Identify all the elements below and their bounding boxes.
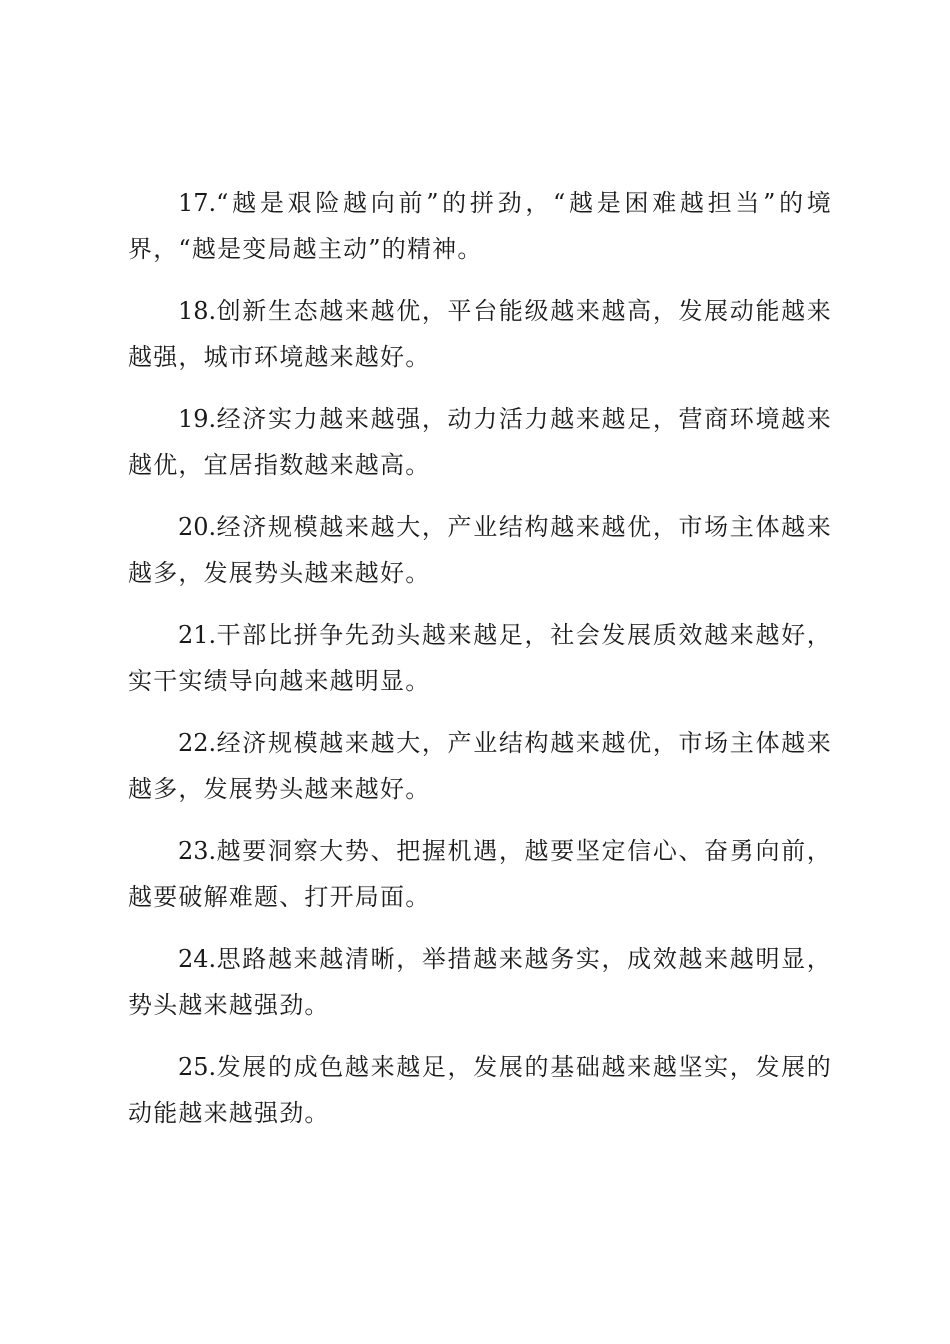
paragraph-number: 20. [178,513,217,541]
paragraph-19 [128,396,832,488]
paragraph-text: 思路越来越清晰，举措越来越务实，成效越来越明显，势头越来越强劲。 [128,945,832,1019]
paragraph-number: 21. [178,621,217,649]
paragraph-text: 发展的成色越来越足，发展的基础越来越坚实，发展的动能越来越强劲。 [128,1053,832,1127]
paragraph-number: 22. [178,729,217,757]
paragraph-number: 18. [178,297,217,325]
paragraph-text: 创新生态越来越优，平台能级越来越高，发展动能越来越强，城市环境越来越好。 [128,297,832,371]
paragraph-text: 越要洞察大势、把握机遇，越要坚定信心、奋勇向前，越要破解难题、打开局面。 [128,837,832,911]
paragraph-text: “越是艰险越向前”的拼劲，“越是困难越担当”的境界，“越是变局越主动”的精神。 [128,189,832,263]
paragraph-text: 经济实力越来越强，动力活力越来越足，营商环境越来越优，宜居指数越来越高。 [128,405,832,479]
paragraph-17 [128,180,832,272]
paragraph-number: 25. [178,1053,217,1081]
paragraph-number: 17. [178,189,217,217]
paragraph-25 [128,1044,832,1136]
paragraph-number: 24. [178,945,217,973]
paragraph-text: 干部比拼争先劲头越来越足，社会发展质效越来越好，实干实绩导向越来越明显。 [128,621,832,695]
document-body [128,180,832,1152]
paragraph-text: 经济规模越来越大，产业结构越来越优，市场主体越来越多，发展势头越来越好。 [128,729,832,803]
paragraph-21 [128,612,832,704]
paragraph-24 [128,936,832,1028]
paragraph-text: 经济规模越来越大，产业结构越来越优，市场主体越来越多，发展势头越来越好。 [128,513,832,587]
paragraph-number: 23. [178,837,217,865]
paragraph-20 [128,504,832,596]
paragraph-23 [128,828,832,920]
paragraph-22 [128,720,832,812]
paragraph-18 [128,288,832,380]
paragraph-number: 19. [178,405,217,433]
